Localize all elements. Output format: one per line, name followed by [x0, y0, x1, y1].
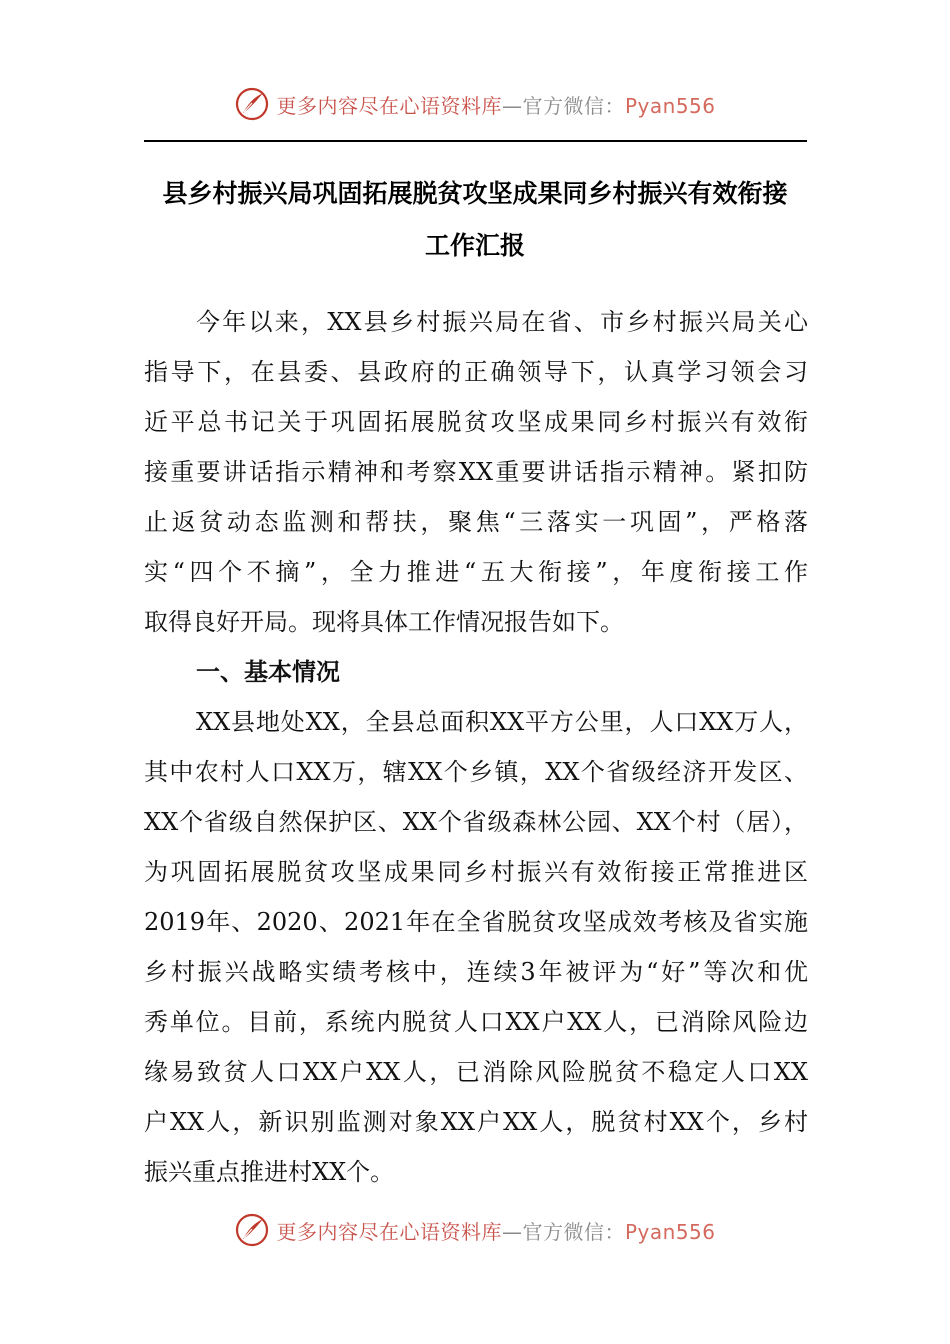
text-line: 缘易致贫人口XX户XX人，已消除风险脱贫不稳定人口XX: [144, 1058, 808, 1086]
text-line: 今年以来，XX县乡村振兴局在省、市乡村振兴局关心: [196, 308, 808, 336]
banner-dash: —: [501, 1219, 523, 1244]
banner-brand-text: 更多内容尽在心语资料库: [276, 1219, 502, 1244]
text-line: 接重要讲话指示精神和考察XX重要讲话指示精神。紧扣防: [144, 458, 808, 486]
text-line: XX县地处XX，全县总面积XX平方公里，人口XX万人，: [196, 708, 808, 736]
text-line: XX个省级自然保护区、XX个省级森林公园、XX个村（居），: [144, 808, 808, 836]
banner-brand-text: 更多内容尽在心语资料库: [276, 93, 502, 118]
document-title-line-2: 工作汇报: [424, 231, 525, 260]
text-line: 2019年、2020、2021年在全省脱贫攻坚成效考核及省实施: [144, 908, 808, 936]
text-line: 秀单位。目前，系统内脱贫人口XX户XX人，已消除风险边: [144, 1008, 808, 1036]
text-line: 止返贫动态监测和帮扶，聚焦“三落实一巩固”，严格落: [144, 508, 808, 536]
text-line: 户XX人，新识别监测对象XX户XX人，脱贫村XX个，乡村: [144, 1108, 808, 1136]
text-line: 其中农村人口XX万，辖XX个乡镇，XX个省级经济开发区、: [144, 758, 808, 786]
banner-wechat-label: 官方微信：: [522, 1219, 625, 1244]
document-title-line-1: 县乡村振兴局巩固拓展脱贫攻坚成果同乡村振兴有效衔接: [162, 179, 788, 208]
text-line: 近平总书记关于巩固拓展脱贫攻坚成果同乡村振兴有效衔: [144, 408, 808, 436]
header-divider: [144, 140, 807, 142]
banner-wechat-id: Pyan556: [624, 93, 716, 118]
text-line: 振兴重点推进村XX个。: [144, 1158, 395, 1186]
text-line: 指导下，在县委、县政府的正确领导下，认真学习领会习: [144, 358, 808, 386]
text-line: 取得良好开局。现将具体工作情况报告如下。: [144, 608, 624, 636]
banner-dash: —: [501, 93, 523, 118]
text-line: 乡村振兴战略实绩考核中，连续3年被评为“好”等次和优: [144, 958, 808, 986]
footer-watermark-banner: [0, 1210, 950, 1250]
banner-wechat-label: 官方微信：: [522, 93, 625, 118]
text-line: 为巩固拓展脱贫攻坚成果同乡村振兴有效衔接正常推进区: [144, 858, 808, 886]
text-line: 实“四个不摘”，全力推进“五大衔接”，年度衔接工作: [144, 558, 808, 586]
quill-logo-icon: [234, 1212, 270, 1248]
section-heading-basic-info: 一、基本情况: [196, 658, 340, 686]
quill-logo-icon: [234, 86, 270, 122]
banner-wechat-id: Pyan556: [624, 1219, 716, 1244]
header-watermark-banner: [0, 84, 950, 124]
